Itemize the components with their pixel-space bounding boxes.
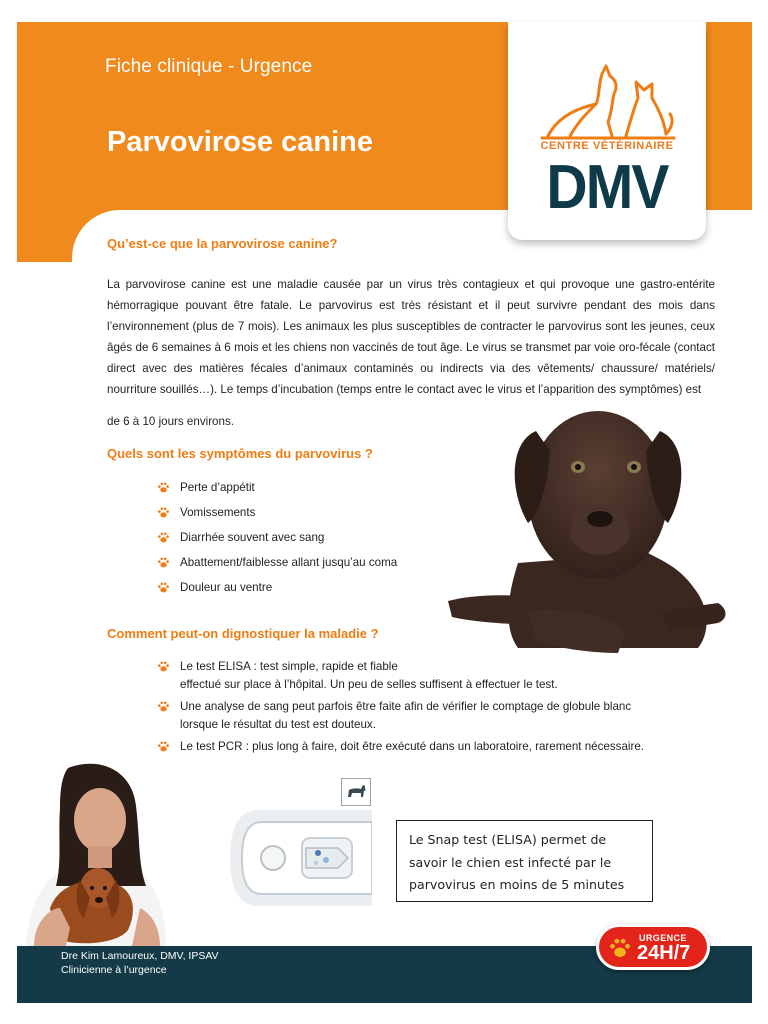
paw-print-icon: [157, 531, 170, 544]
urgence-24h7-badge: [596, 924, 710, 970]
list-item: [157, 481, 397, 506]
snap-test-caption: [396, 820, 653, 902]
paw-print-icon: [157, 700, 170, 713]
caption-line: parvovirus en moins de 5 minutes: [409, 877, 625, 892]
caption-line: Le Snap test (ELISA) permet de: [409, 832, 607, 847]
diagnosis-text: Une analyse de sang peut parfois être faite afin de vérifier le comptage de globule blanc: [180, 700, 632, 713]
diagnosis-text: Le test ELISA : test simple, rapide et fiable: [180, 660, 398, 673]
dog-cat-outline-icon: [538, 56, 678, 146]
logo-main-text: DMV: [546, 153, 668, 222]
diagnosis-text: Le test PCR : plus long à faire, doit être exécuté dans un laboratoire, rarement nécessaire.: [180, 740, 645, 753]
dog-silhouette-icon: [341, 778, 371, 806]
symptom-text: Diarrhée souvent avec sang: [180, 531, 325, 544]
puppy-image: [448, 403, 728, 665]
diagnosis-text-cont: lorsque le résultat du test est douteux.: [180, 718, 376, 731]
section-heading-diagnosis: Comment peut-on dignostiquer la maladie ?: [107, 626, 379, 641]
paw-print-icon: [157, 481, 170, 494]
paw-print-icon: [157, 660, 170, 673]
intro-paragraph: La parvovirose canine est une maladie causée par un virus très contagieux et qui provoque une gastro-entérite hémorragique pouvant être fatale. Le parvovirus est très résistant et il peut survivre pendant des mois dans l’environnement (plus de 7 mois). Les animaux les plus susceptibles de contracter le parvovirus sont les jeunes, ceux âgés de 6 semaines à 6 mois et les chiens non vaccinés de tout âge. Le virus se transmet par voie oro-fécale (contact direct avec des matières fécales d’animaux contaminés ou indirects via des vêtements/ chaussure/ matériels/ nourriture souillés…). Le temps d’incubation (temps entre le contact avec le virus et l’apparition des symptômes) est: [107, 278, 715, 396]
diagnosis-text-cont: effectué sur place à l’hôpital. Un peu de selles suffisent à effectuer le test.: [180, 678, 558, 691]
symptom-text: Perte d’appétit: [180, 481, 255, 494]
symptom-text: Abattement/faiblesse allant jusqu’au coma: [180, 556, 398, 569]
paw-print-icon: [607, 936, 633, 960]
symptoms-list: [157, 481, 397, 606]
list-item: [157, 698, 715, 738]
paw-print-icon: [157, 740, 170, 753]
list-item: [157, 738, 715, 760]
sheet-subtitle: Fiche clinique - Urgence: [105, 56, 313, 77]
caption-line: savoir le chien est infecté par le: [409, 854, 612, 870]
list-item: [157, 658, 715, 698]
doctor-photo: [20, 758, 170, 946]
section-heading-symptoms: Quels sont les symptômes du parvovirus ?: [107, 446, 373, 461]
list-item: [157, 581, 397, 606]
section-heading-what-is: Qu’est-ce que la parvovirose canine?: [107, 236, 338, 251]
symptom-text: Vomissements: [180, 506, 256, 519]
badge-top-text: URGENCE: [639, 933, 687, 943]
list-item: [157, 531, 397, 556]
doctor-name: Dre Kim Lamoureux, DMV, IPSAV: [61, 950, 219, 962]
diagnosis-list: [157, 658, 715, 760]
sheet-title: Parvovirose canine: [107, 126, 373, 158]
paw-print-icon: [157, 506, 170, 519]
doctor-role: Clinicienne à l’urgence: [61, 964, 167, 976]
doctor-credit: [61, 949, 219, 977]
list-item: [157, 506, 397, 531]
badge-main-text: 24H/7: [637, 942, 691, 964]
symptom-text: Douleur au ventre: [180, 581, 273, 594]
logo-top-text: CENTRE VÉTÉRINAIRE: [540, 140, 674, 152]
paw-print-icon: [157, 556, 170, 569]
paw-print-icon: [157, 581, 170, 594]
list-item: [157, 556, 397, 581]
clinic-logo: [508, 22, 706, 240]
intro-paragraph-tail: de 6 à 10 jours environs.: [107, 415, 234, 428]
snap-test-device-image: [228, 808, 372, 908]
